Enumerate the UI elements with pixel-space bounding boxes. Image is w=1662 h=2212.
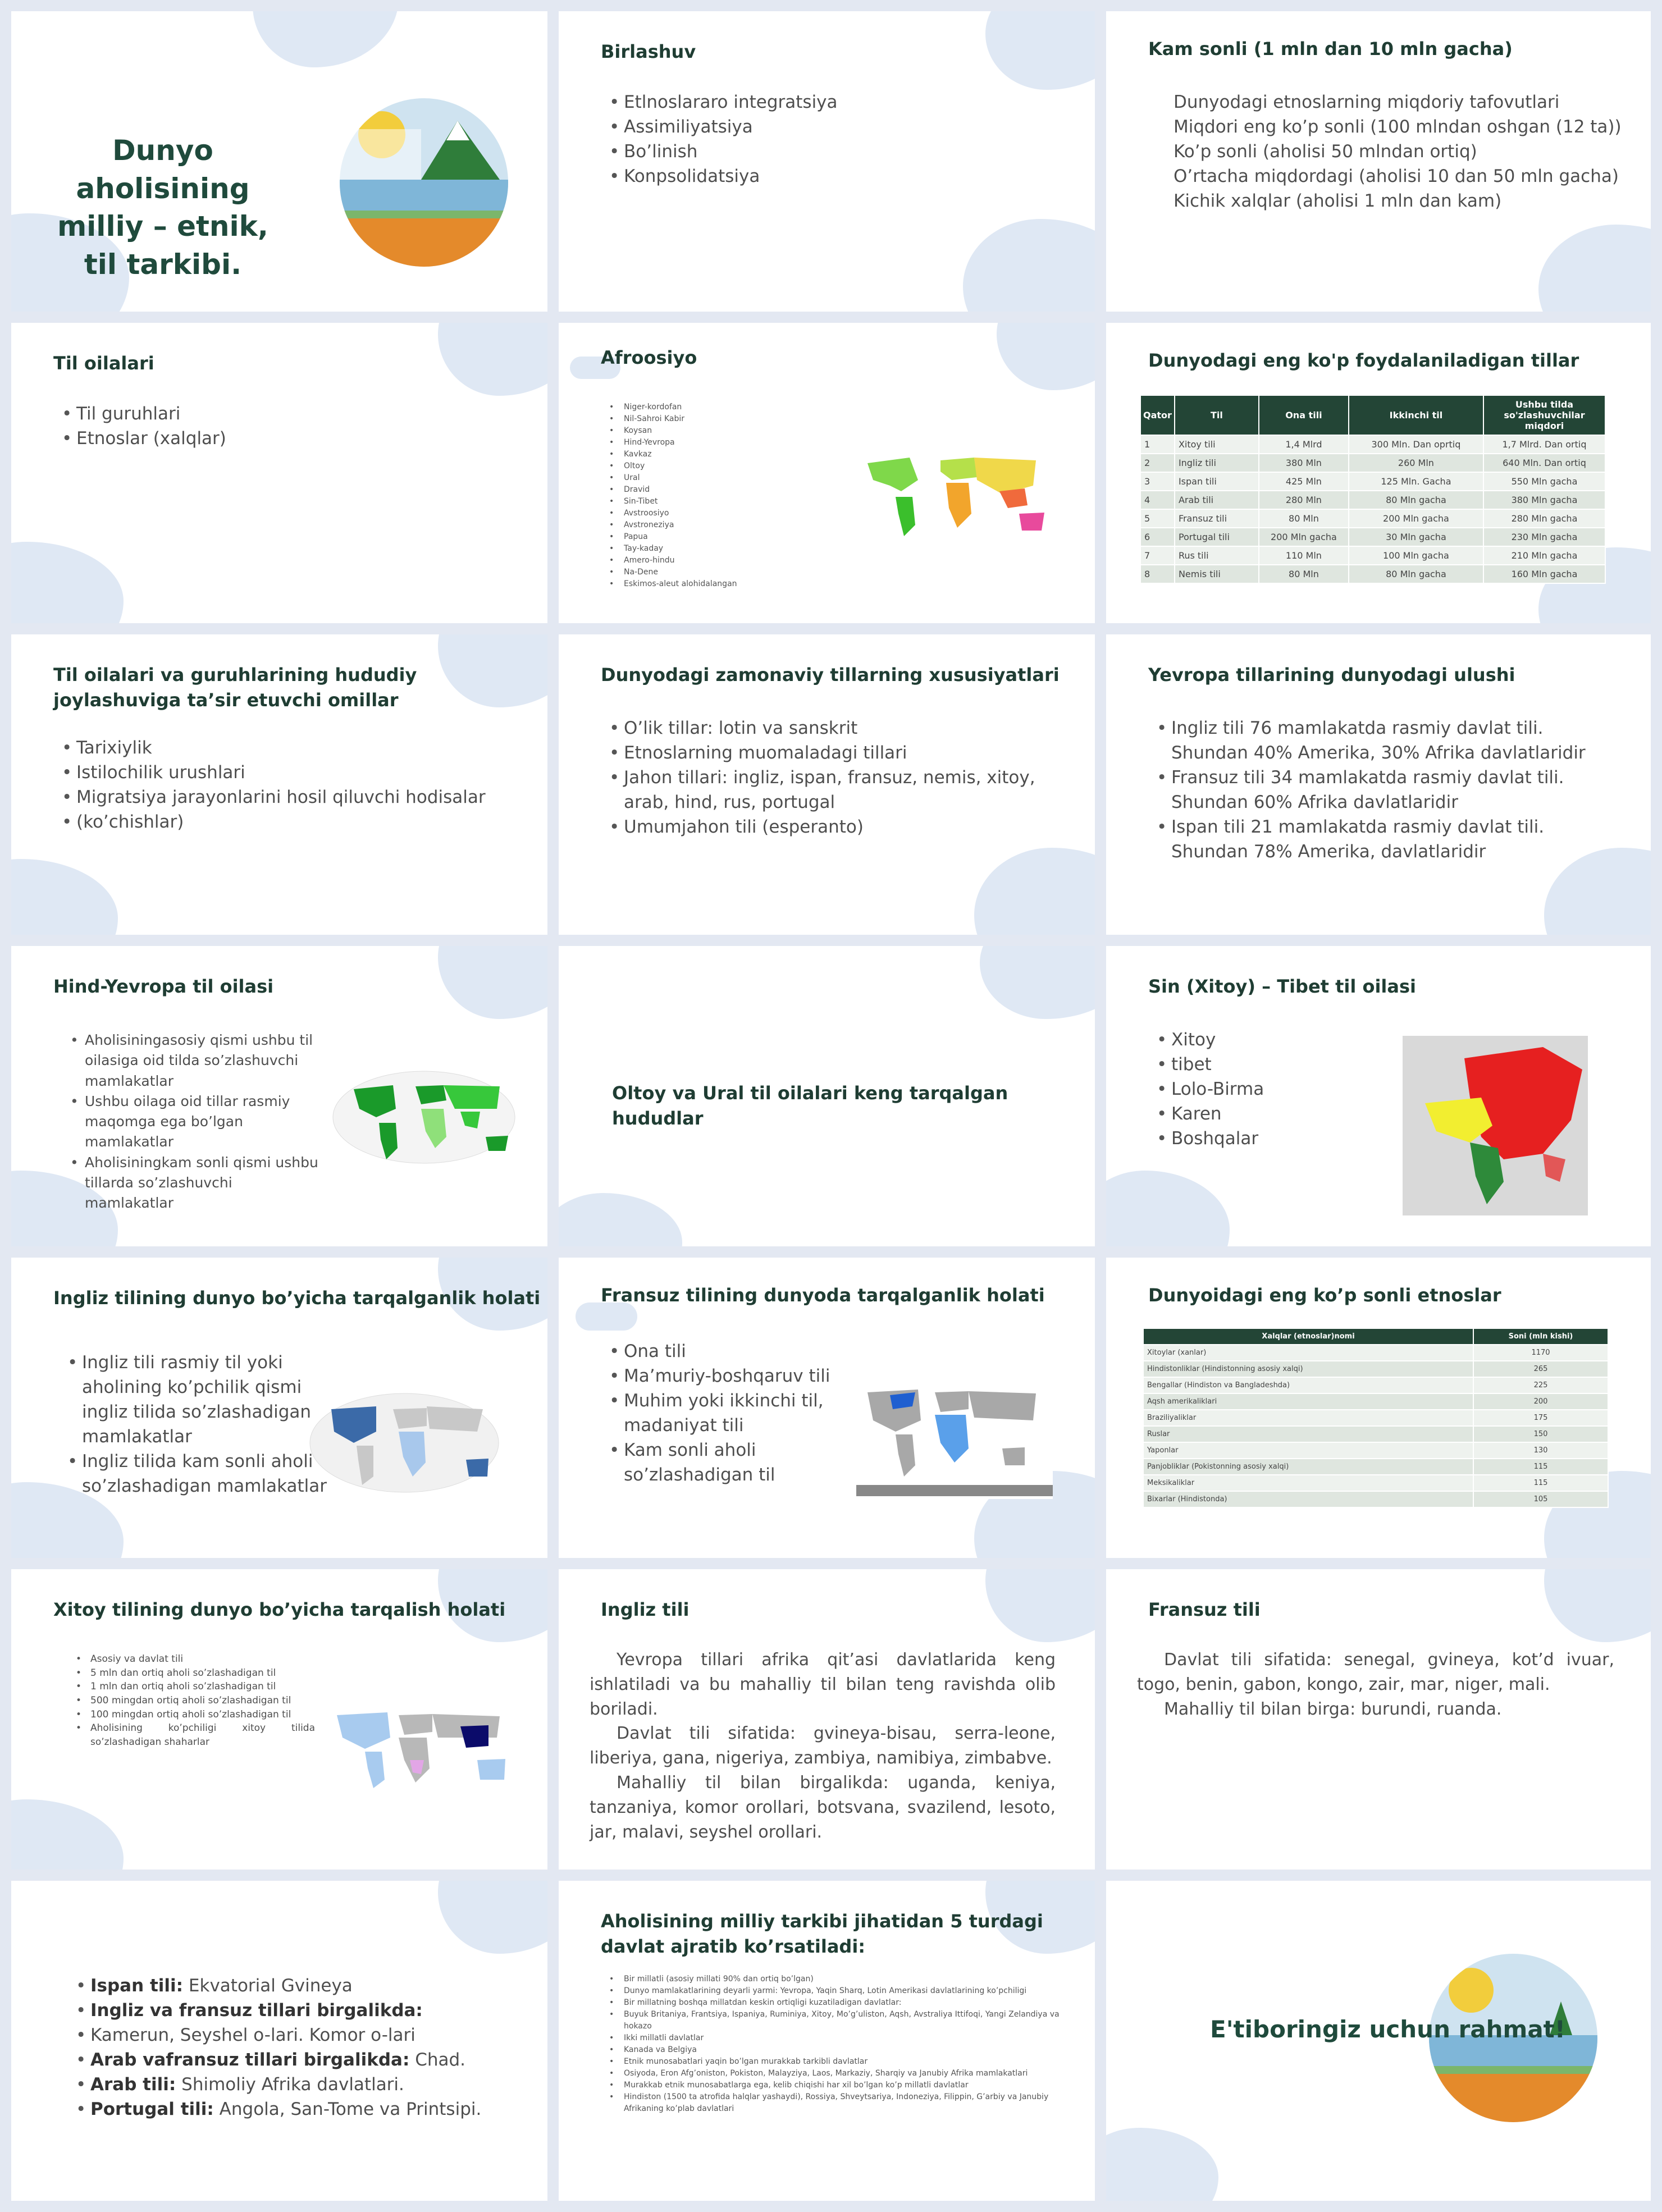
slide-13[interactable] (11, 1258, 547, 1558)
decorative-blob (997, 323, 1095, 390)
slide-12[interactable] (1106, 946, 1651, 1246)
list-item: • 500 mingdan ortiq aholi so’zlashadigan til (90, 1694, 315, 1708)
table-cell: 550 Mln gacha (1483, 472, 1605, 491)
slide-19[interactable] (11, 1881, 547, 2201)
list-item: • Boshqalar (1171, 1126, 1396, 1151)
table-cell: 115 (1473, 1475, 1608, 1491)
list-item: • Ma’muriy-boshqaruv tili (624, 1364, 882, 1388)
decorative-blob (1106, 1171, 1230, 1246)
bullet-list (70, 1973, 528, 2122)
slide-20[interactable] (559, 1881, 1095, 2201)
list-item: • Assimiliyatsiya (624, 115, 1017, 139)
list-item: • Portugal tili: Angola, San-Tome va Printsipi. (90, 2097, 528, 2122)
table-cell: Portugal tili (1175, 528, 1259, 546)
list-item: • Konpsolidatsiya (624, 164, 1017, 189)
table-row (1143, 1491, 1608, 1507)
closing-title: E'tiboringiz uchun rahmat! (1210, 2016, 1565, 2043)
table-cell: Xitoy tili (1175, 435, 1259, 454)
slide-7[interactable] (11, 634, 547, 935)
list-item: • Karen (1171, 1102, 1396, 1126)
list-item: • Nil-Sahroi Kabir (624, 413, 848, 425)
list-item: • Etlnoslararo integratsiya (624, 90, 1017, 115)
table-row (1143, 1377, 1608, 1393)
table-row (1143, 1442, 1608, 1459)
list-item: • Avstroneziya (624, 519, 848, 531)
list-item: • Hindiston (1500 ta atrofida halqlar yashaydi), Rossiya, Shveytsariya, Indoneziya, Filippin, G’arbiy va Janubiy Afrikaning ko’plab davlatlari (624, 2091, 1062, 2115)
slide-title: Sin (Xitoy) – Tibet til oilasi (1148, 976, 1416, 997)
list-item: • Kavkaz (624, 449, 848, 460)
list-item: • Ingliz tili 76 mamlakatda rasmiy davlat tili. Shundan 40% Amerika, 30% Afrika davlatlaridir (1171, 716, 1615, 765)
list-item: • Aholisiningasosiy qismi ushbu til oilasiga oid tilda so’zlashuvchi mamlakatlar (85, 1030, 321, 1091)
slide-3[interactable] (1106, 11, 1651, 312)
list-item: • Ingliz tili rasmiy til yoki aholining ko’pchilik qismi ingliz tilida so’zlashadigan mamlakatlar (82, 1350, 329, 1449)
decorative-blob (438, 1881, 547, 1954)
table-cell: 80 Mln (1259, 509, 1349, 528)
paragraph: Davlat tili sifatida: gvineya-bisau, serra-leone, liberiya, gana, nigeriya, zambiya, namibiya, zimbabve. (590, 1724, 1056, 1768)
table-cell: 130 (1473, 1442, 1608, 1459)
table-cell: Ruslar (1143, 1426, 1473, 1442)
slide-title: Oltoy va Ural til oilalari keng tarqalgan hududlar (612, 1082, 1008, 1130)
body-text (1137, 1648, 1614, 1721)
table-cell: 380 Mln gacha (1483, 491, 1605, 509)
table-row (1140, 454, 1605, 472)
slide-21[interactable] (1106, 1881, 1651, 2201)
table-cell: Fransuz tili (1175, 509, 1259, 528)
list-item: • Avstroosiyo (624, 508, 848, 519)
list-item: • Etnoslar (xalqlar) (76, 426, 469, 451)
table-cell: Ispan tili (1175, 472, 1259, 491)
paragraph: Mahalliy til bilan birgalikda: uganda, keniya, tanzaniya, komor orollari, botsvana, svazilend, lesoto, jar, malavi, seyshel orollari. (590, 1772, 1056, 1842)
list-item: • Arab vafransuz tillari birgalikda: Chad. (90, 2048, 528, 2072)
table-row (1140, 509, 1605, 528)
language-families-map (856, 446, 1058, 542)
table-cell: 80 Mln gacha (1349, 491, 1483, 509)
decorative-blob (11, 859, 118, 935)
slide-title: Xitoy tilining dunyo bo’yicha tarqalish holati (53, 1599, 506, 1620)
slide-10[interactable] (11, 946, 547, 1246)
table-cell: 2 (1140, 454, 1175, 472)
list-item: O’rtacha miqdordagi (aholisi 10 dan 50 mln gacha) (1174, 166, 1619, 187)
indo-european-map (331, 1070, 517, 1165)
list-item: • Bir millatning boshqa millatdan keskin ortiqligi kuzatiladigan davlatlar: (624, 1997, 1062, 2009)
table-cell: 200 (1473, 1393, 1608, 1410)
slide-4[interactable] (11, 323, 547, 623)
list-item: • Sin-Tibet (624, 496, 848, 508)
table-cell: 200 Mln gacha (1259, 528, 1349, 546)
bullet-list (56, 401, 469, 451)
slide-2[interactable] (559, 11, 1095, 312)
slide-14[interactable] (559, 1258, 1095, 1558)
list-item: • 1 mln dan ortiq aholi so’zlashadigan til (90, 1680, 315, 1694)
table-cell: 210 Mln gacha (1483, 546, 1605, 565)
list-item: • Ispan tili 21 mamlakatda rasmiy davlat tili. Shundan 78% Amerika, davlatlaridir (1171, 815, 1615, 864)
table-cell: 3 (1140, 472, 1175, 491)
decorative-blob (438, 946, 547, 1019)
list-item: • Papua (624, 531, 848, 543)
english-distribution-map (309, 1392, 500, 1493)
table-cell: 160 Mln gacha (1483, 565, 1605, 583)
table-cell: 1 (1140, 435, 1175, 454)
table-row (1140, 528, 1605, 546)
table-row (1143, 1361, 1608, 1377)
list-item: • tibet (1171, 1052, 1396, 1077)
table-cell: 300 Mln. Dan oprtiq (1349, 435, 1483, 454)
bullet-list (1151, 1027, 1396, 1151)
list-item: • Kam sonli aholi so’zlashadigan til (624, 1438, 882, 1487)
bullet-list (604, 1973, 1062, 2115)
table-header: Ushbu tilda so'zlashuvchilar miqdori (1483, 395, 1605, 435)
table-cell: Xitoylar (xanlar) (1143, 1345, 1473, 1361)
slide-5[interactable] (559, 323, 1095, 623)
list-item: • 100 mingdan ortiq aholi so’zlashadigan til (90, 1708, 315, 1722)
list-item: • Tarixiylik (76, 735, 537, 760)
bullet-list (65, 1030, 321, 1213)
list-item: • Muhim yoki ikkinchi til, madaniyat tili (624, 1388, 882, 1438)
slide-title: Afroosiyo (601, 347, 697, 368)
slide-title: Fransuz tili (1148, 1599, 1261, 1620)
list-item: • Fransuz tili 34 mamlakatda rasmiy davlat tili. Shundan 60% Afrika davlatlaridir (1171, 765, 1615, 815)
list-item: • Arab tili: Shimoliy Afrika davlatlari. (90, 2072, 528, 2097)
list-item: • Kamerun, Seyshel o-lari. Komor o-lari (90, 2023, 528, 2048)
table-cell: 5 (1140, 509, 1175, 528)
list-item: • Murakkab etnik munosabatlarga ega, kelib chiqishi har xil bo’lgan ko’p millatli davlatlar (624, 2080, 1062, 2091)
bullet-list (1151, 716, 1615, 864)
bullet-list (604, 1339, 882, 1487)
table-cell: Hindistonliklar (Hindistonning asosiy xalqi) (1143, 1361, 1473, 1377)
table-cell: 105 (1473, 1491, 1608, 1507)
table-header: Xalqlar (etnoslar)nomi (1143, 1328, 1473, 1345)
table-cell: Bengallar (Hindiston va Bangladeshda) (1143, 1377, 1473, 1393)
table-cell: 225 (1473, 1377, 1608, 1393)
bullet-list (604, 401, 848, 590)
table-cell: 115 (1473, 1459, 1608, 1475)
table-cell: 425 Mln (1259, 472, 1349, 491)
table-cell: 1,4 Mlrd (1259, 435, 1349, 454)
slide-title: Hind-Yevropa til oilasi (53, 976, 274, 997)
presentation-title: Dunyo aholisining milliy – etnik, til tarkibi. (57, 134, 268, 281)
paragraph: Yevropa tillari afrika qit’asi davlatlarida keng ishlatiladi va bu mahalliy til bilan teng ravishda olib boriladi. (590, 1650, 1056, 1719)
table-cell: 280 Mln (1259, 491, 1349, 509)
bullet-list (62, 1350, 329, 1498)
table-cell: 8 (1140, 565, 1175, 583)
list-item: • (ko’chishlar) (76, 810, 537, 834)
slide-title: Fransuz tilining dunyoda tarqalganlik holati (601, 1285, 1045, 1306)
landscape-illustration (337, 95, 511, 269)
table-row (1143, 1345, 1608, 1361)
list-item: Dunyodagi etnoslarning miqdoriy tafovutlari (1174, 92, 1560, 112)
list-item: • Ikki millatli davlatlar (624, 2032, 1062, 2044)
table-row (1143, 1426, 1608, 1442)
table-header: Til (1175, 395, 1259, 435)
table-cell: 125 Mln. Gacha (1349, 472, 1483, 491)
table-cell: Aqsh amerikaliklari (1143, 1393, 1473, 1410)
slide-title: Kam sonli (1 mln dan 10 mln gacha) (1148, 38, 1513, 60)
list-item: • Umumjahon tili (esperanto) (624, 815, 1079, 839)
decorative-blob (1538, 225, 1651, 312)
slide-1[interactable] (11, 11, 547, 312)
list-item: • Aholisining ko’pchiligi xitoy tilida so’zlashadigan shaharlar (90, 1721, 315, 1749)
list-item: • Aholisiningkam sonli qismi ushbu tillarda so’zlashuvchi mamlakatlar (85, 1153, 321, 1214)
slide-11[interactable] (559, 946, 1095, 1246)
list-item: • Ingliz tilida kam sonli aholi so’zlashadigan mamlakatlar (82, 1449, 329, 1498)
decorative-blob (963, 219, 1095, 312)
slide-15[interactable] (1106, 1258, 1651, 1558)
decorative-blob (11, 1799, 124, 1870)
ethnic-groups-table (1143, 1328, 1609, 1508)
table-cell: Arab tili (1175, 491, 1259, 509)
table-row (1143, 1410, 1608, 1426)
list-item: • Koysan (624, 425, 848, 437)
paragraph: Mahalliy til bilan birga: burundi, ruanda. (1164, 1699, 1502, 1719)
bullet-list (56, 735, 537, 834)
slide-title: Til oilalari (53, 353, 154, 374)
slide-title: Ingliz tilining dunyo bo’yicha tarqalganlik holati (53, 1287, 541, 1309)
paragraph: Davlat tili sifatida: senegal, gvineya, kot’d ivuar, togo, benin, gabon, kongo, zair, mar, niger, mali. (1137, 1650, 1614, 1694)
table-row (1140, 565, 1605, 583)
list-item: Kichik xalqlar (aholisi 1 mln dan kam) (1174, 191, 1502, 212)
list-item: • Oltoy (624, 460, 848, 472)
table-cell: 1170 (1473, 1345, 1608, 1361)
table-row (1143, 1475, 1608, 1491)
decorative-blob (985, 1569, 1095, 1642)
table-cell: Braziliyaliklar (1143, 1410, 1473, 1426)
table-cell: Rus tili (1175, 546, 1259, 565)
slide-title: Yevropa tillarining dunyodagi ulushi (1148, 664, 1515, 685)
slide-title: Dunyodagi eng ko'p foydalaniladigan tillar (1148, 350, 1579, 371)
table-cell: 200 Mln gacha (1349, 509, 1483, 528)
list-item: • Na-Dene (624, 566, 848, 578)
table-row (1140, 491, 1605, 509)
decorative-blob (253, 11, 399, 67)
table-cell: 80 Mln (1259, 565, 1349, 583)
list-item: • Ona tili (624, 1339, 882, 1364)
slide-18[interactable] (1106, 1569, 1651, 1870)
chinese-distribution-map (326, 1704, 517, 1794)
table-row (1143, 1459, 1608, 1475)
list-item: • Ingliz va fransuz tillari birgalikda: (90, 1998, 528, 2023)
list-item: Ko’p sonli (aholisi 50 mlndan ortiq) (1174, 141, 1477, 162)
table-cell: 1,7 Mlrd. Dan ortiq (1483, 435, 1605, 454)
slide-title: Aholisining milliy tarkibi jihatidan 5 turdagi davlat ajratib ko’rsatiladi: (601, 1911, 1043, 1958)
list-item: • Asosiy va davlat tili (90, 1652, 315, 1666)
table-cell: 150 (1473, 1426, 1608, 1442)
list-item: Miqdori eng ko’p sonli (100 mlndan oshgan (12 ta)) (1174, 117, 1622, 138)
table-header: Qator (1140, 395, 1175, 435)
table-header: Ona tili (1259, 395, 1349, 435)
table-cell: 30 Mln gacha (1349, 528, 1483, 546)
table-cell: 640 Mln. Dan ortiq (1483, 454, 1605, 472)
list-item: • Xitoy (1171, 1027, 1396, 1052)
table-cell: Bixarlar (Hindistonda) (1143, 1491, 1473, 1507)
table-cell: Yaponlar (1143, 1442, 1473, 1459)
bullet-list (604, 90, 1017, 189)
table-cell: Meksikaliklar (1143, 1475, 1473, 1491)
slide-16[interactable] (11, 1569, 547, 1870)
slide-9[interactable] (1106, 634, 1651, 935)
list-item: • Dravid (624, 484, 848, 496)
table-row (1143, 1393, 1608, 1410)
list-item: • Dunyo mamlakatlarining deyarli yarmi: Yevropa, Yaqin Sharq, Lotin Amerikasi davlatlarining ko’pchiligi (624, 1985, 1062, 1997)
table-header: Ikkinchi til (1349, 395, 1483, 435)
table-cell: 80 Mln gacha (1349, 565, 1483, 583)
table-cell: 4 (1140, 491, 1175, 509)
list-item: • Hind-Yevropa (624, 437, 848, 449)
list-item: • Niger-kordofan (624, 401, 848, 413)
slide-17[interactable] (559, 1569, 1095, 1870)
slide-title: Dunyodagi zamonaviy tillarning xususiyatlari (601, 664, 1060, 685)
decorative-blob (1106, 2128, 1218, 2201)
decorative-blob (559, 1193, 682, 1246)
list-item: • Istilochilik urushlari (76, 760, 537, 785)
list-item: • Bo’linish (624, 139, 1017, 164)
table-header: Soni (mln kishi) (1473, 1328, 1608, 1345)
bullet-list (70, 1652, 315, 1749)
slide-title: Til oilalari va guruhlarining hududiy joylashuviga ta’sir etuvchi omillar (53, 664, 417, 711)
list-item: • Jahon tillari: ingliz, ispan, fransuz, nemis, xitoy, arab, hind, rus, portugal (624, 765, 1079, 815)
bullet-list (604, 716, 1079, 839)
table-row (1140, 472, 1605, 491)
table-cell: 380 Mln (1259, 454, 1349, 472)
list-item: • Etnoslarning muomaladagi tillari (624, 741, 1079, 765)
sino-tibetan-map (1403, 1036, 1588, 1215)
decorative-blob (11, 542, 124, 623)
decorative-blob (985, 11, 1095, 90)
list-item: • Ushbu oilaga oid tillar rasmiy maqomga ega bo’lgan mamlakatlar (85, 1091, 321, 1153)
list-item: • Kanada va Belgiya (624, 2044, 1062, 2056)
list-item: • Amero-hindu (624, 555, 848, 566)
decorative-blob (974, 848, 1095, 935)
table-row (1140, 435, 1605, 454)
list-item: • O’lik tillar: lotin va sanskrit (624, 716, 1079, 741)
list-item: • Eskimos-aleut alohidalangan (624, 578, 848, 590)
slide-title: Ingliz tili (601, 1599, 690, 1620)
list-item: • Bir millatli (asosiy millati 90% dan ortiq bo’lgan) (624, 1973, 1062, 1985)
decorative-blob (980, 946, 1095, 1019)
list-item: • Til guruhlari (76, 401, 469, 426)
list-item: • Buyuk Britaniya, Frantsiya, Ispaniya, Ruminiya, Xitoy, Mo’g’uliston, Aqsh, Avstraliya Ittifoqi, Yangi Zelandiya va hokazo (624, 2009, 1062, 2032)
table-cell: Panjobliklar (Pokistonning asosiy xalqi) (1143, 1459, 1473, 1475)
table-cell: 280 Mln gacha (1483, 509, 1605, 528)
table-cell: 100 Mln gacha (1349, 546, 1483, 565)
table-cell: 260 Mln (1349, 454, 1483, 472)
table-row (1140, 546, 1605, 565)
list-item: • Etnik munosabatlari yaqin bo’lgan murakkab tarkibli davlatlar (624, 2056, 1062, 2068)
body-text (590, 1648, 1056, 1844)
table-cell: Ingliz tili (1175, 454, 1259, 472)
list-item: • Osiyoda, Eron Afg’oniston, Pokiston, Malayziya, Laos, Markaziy, Sharqiy va Janubiy Afrika mamlakatlari (624, 2068, 1062, 2080)
slide-title: Birlashuv (601, 41, 696, 62)
slide-6[interactable] (1106, 323, 1651, 623)
list-item: • Tay-kaday (624, 543, 848, 555)
decorative-blob (1544, 1569, 1651, 1642)
list-item: • Lolo-Birma (1171, 1077, 1396, 1102)
list-item: • 5 mln dan ortiq aholi so’zlashadigan til (90, 1666, 315, 1680)
table-cell: 7 (1140, 546, 1175, 565)
table-cell: 265 (1473, 1361, 1608, 1377)
languages-table (1140, 395, 1606, 584)
table-cell: 110 Mln (1259, 546, 1349, 565)
slide-8[interactable] (559, 634, 1095, 935)
text-list (1174, 90, 1645, 213)
french-distribution-map (856, 1381, 1053, 1499)
list-item: • Migratsiya jarayonlarini hosil qiluvchi hodisalar (76, 785, 537, 810)
list-item: • Ural (624, 472, 848, 484)
table-cell: 175 (1473, 1410, 1608, 1426)
table-cell: 6 (1140, 528, 1175, 546)
table-cell: Nemis tili (1175, 565, 1259, 583)
slide-title: Dunyoidagi eng ko’p sonli etnoslar (1148, 1285, 1501, 1306)
list-item: • Ispan tili: Ekvatorial Gvineya (90, 1973, 528, 1998)
table-cell: 230 Mln gacha (1483, 528, 1605, 546)
decorative-blob (438, 323, 547, 396)
